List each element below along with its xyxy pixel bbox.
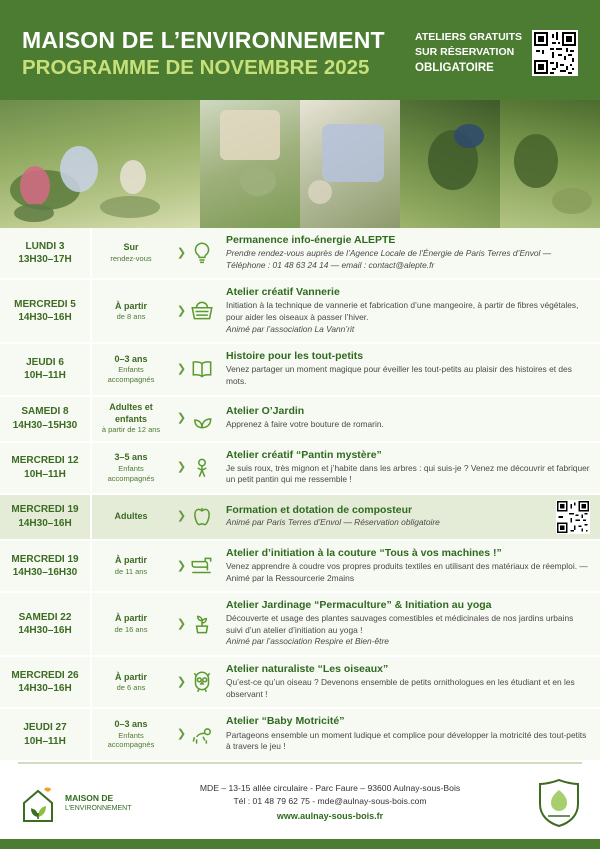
- row-time: 14H30–16H: [18, 312, 72, 324]
- row-audience-main: À partir: [114, 671, 147, 682]
- row-content: [222, 344, 600, 394]
- row-audience-sub: rendez-vous: [110, 254, 152, 264]
- row-audience: [92, 280, 170, 342]
- row-day: MERCREDI 19: [11, 504, 79, 516]
- page-subtitle: PROGRAMME DE NOVEMBRE 2025: [22, 55, 370, 79]
- row-day: MERCREDI 5: [14, 298, 76, 310]
- activity-note: Animé par l’association La Vann’rit: [226, 323, 355, 334]
- row-content: [222, 443, 600, 493]
- poster-header: [0, 0, 600, 100]
- row-audience-sub: de 6 ans: [116, 683, 146, 693]
- row-audience-main: Sur: [123, 242, 139, 253]
- activity-title: Atelier “Baby Motricité”: [226, 715, 345, 728]
- plant-leaf-icon: [189, 406, 215, 432]
- row-content: [222, 541, 600, 591]
- schedule-table: [0, 228, 600, 762]
- row-content: [222, 280, 600, 342]
- activity-title: Atelier Jardinage “Permaculture” & Initiation au yoga: [226, 599, 492, 612]
- basket-icon: [189, 298, 215, 324]
- table-row: [0, 593, 600, 657]
- table-row: [0, 228, 600, 280]
- header-titles: [22, 22, 385, 80]
- table-row: [0, 443, 600, 495]
- logo-line-1: MAISON DE: [65, 792, 114, 803]
- house-leaf-icon: [18, 781, 58, 825]
- photo-jardin-2: [500, 100, 600, 228]
- row-content: [222, 657, 600, 707]
- chevron-right-icon: ❯: [176, 559, 187, 572]
- row-audience: [92, 443, 170, 493]
- chevron-right-icon: ❯: [176, 510, 187, 523]
- apple-core-icon: [189, 504, 215, 530]
- photo-peinture: [200, 100, 300, 228]
- page-title: MAISON DE L’ENVIRONNEMENT: [22, 27, 385, 53]
- row-icon-cell: [170, 443, 222, 493]
- row-date: [0, 495, 92, 539]
- activity-description: Initiation à la technique de vannerie et fabrication d’une mangeoire, à partir de fibres végétales, pour aider les oiseaux à passer l’hiver.: [226, 300, 579, 323]
- table-row: [0, 280, 600, 344]
- chevron-right-icon: ❯: [176, 617, 187, 630]
- row-audience-main: Adultes: [114, 511, 148, 521]
- row-content: [222, 593, 600, 655]
- row-date: [0, 657, 92, 707]
- chevron-right-icon: ❯: [176, 412, 187, 425]
- row-icon-cell: [170, 228, 222, 278]
- footer-contact: [168, 782, 492, 824]
- activity-title: Atelier O’Jardin: [226, 405, 305, 418]
- city-crest-container: [492, 778, 582, 828]
- row-date: [0, 280, 92, 342]
- row-time: 14H30–16H: [18, 683, 72, 695]
- chevron-right-icon: ❯: [176, 728, 187, 741]
- activity-description: Prendre rendez-vous auprès de l’Agence Locale de l’Énergie de Paris Terres d’Envol — Téléphone : 01 48 63 24 14 — email : contact@alepte.fr: [226, 248, 552, 270]
- activity-description: Partageons ensemble un moment ludique et complice pour développer la motricité des tout-petits à travers le jeu !: [226, 729, 587, 752]
- row-day: MERCREDI 26: [11, 669, 79, 681]
- row-audience: [92, 344, 170, 394]
- photo-couture: [300, 100, 400, 228]
- row-day: SAMEDI 22: [18, 611, 72, 623]
- row-audience: [92, 657, 170, 707]
- activity-description: Venez partager un moment magique pour éveiller les tout-petits au plaisir des histoires et des mots.: [226, 364, 572, 386]
- photo-jardin-1: [400, 100, 500, 228]
- row-audience-sub: Enfants accompagnés: [107, 365, 155, 385]
- row-icon-cell: [170, 709, 222, 759]
- activity-description: Je suis roux, très mignon et j’habite dans les arbres : qui suis-je ? Venez me découvrir et fabriquer un petit pantin qui me ressemble !: [226, 462, 590, 485]
- row-audience-sub: de 8 ans: [116, 312, 146, 322]
- row-time: 14H30–16H: [18, 625, 72, 637]
- baby-crawling-icon: [189, 722, 215, 748]
- row-content: [222, 397, 600, 441]
- row-date: [0, 709, 92, 759]
- row-day: JEUDI 27: [23, 722, 67, 734]
- table-row: [0, 541, 600, 593]
- row-icon-cell: [170, 495, 222, 539]
- activity-description: Découverte et usage des plantes sauvages comestibles et médicinales de nos jardins urbains suivi d’un atelier d’initiation au yoga !: [226, 613, 574, 635]
- row-day: JEUDI 6: [26, 356, 64, 368]
- city-crest-icon: [536, 778, 582, 828]
- activity-title: Atelier créatif “Pantin mystère”: [226, 448, 382, 461]
- footer-phone-email: Tél : 01 48 79 62 75 - mde@aulnay-sous-bois.com: [233, 796, 427, 807]
- footer-website-link[interactable]: www.aulnay-sous-bois.fr: [276, 811, 384, 822]
- chevron-right-icon: ❯: [176, 304, 187, 317]
- row-audience: [92, 709, 170, 759]
- booking-line-2: SUR RÉSERVATION: [415, 46, 515, 59]
- row-day: MERCREDI 12: [11, 455, 79, 467]
- sewing-machine-icon: [189, 553, 215, 579]
- row-audience-main: Adultes et enfants: [109, 401, 153, 424]
- activity-description: Venez apprendre à coudre vos propres produits textiles en utilisant des matériaux de réemploi. — Animé par la Ressourcerie 2mains: [226, 560, 588, 583]
- potted-plant-icon: [189, 611, 215, 637]
- row-audience: [92, 397, 170, 441]
- row-audience-main: À partir: [114, 555, 147, 566]
- row-day: SAMEDI 8: [21, 406, 69, 418]
- chevron-right-icon: ❯: [176, 461, 187, 474]
- row-time: 10H–11H: [24, 735, 66, 747]
- row-icon-cell: [170, 541, 222, 591]
- row-date: [0, 397, 92, 441]
- row-audience-sub: de 16 ans: [114, 625, 148, 635]
- booking-line-3: OBLIGATOIRE: [415, 62, 494, 75]
- row-audience-sub: Enfants accompagnés: [107, 463, 155, 483]
- row-date: [0, 541, 92, 591]
- activity-description: Apprenez à faire votre bouture de romarin.: [226, 419, 384, 430]
- row-date: [0, 443, 92, 493]
- row-icon-cell: [170, 397, 222, 441]
- row-icon-cell: [170, 280, 222, 342]
- row-icon-cell: [170, 344, 222, 394]
- poster-footer: [0, 764, 600, 840]
- activity-title: Atelier créatif Vannerie: [226, 286, 340, 299]
- table-row: [0, 397, 600, 443]
- lightbulb-icon: [189, 240, 215, 266]
- row-time: 13H30–17H: [18, 254, 72, 266]
- activity-note: Animé par l’association Respire et Bien-être: [226, 636, 389, 647]
- row-icon-cell: [170, 657, 222, 707]
- footer-accent-bar: [0, 839, 600, 849]
- row-icon-cell: [170, 593, 222, 655]
- row-time: 10H–11H: [24, 370, 66, 382]
- row-content: [222, 228, 600, 278]
- chevron-right-icon: ❯: [176, 362, 187, 375]
- table-row: [0, 495, 600, 541]
- chevron-right-icon: ❯: [176, 675, 187, 688]
- activity-title: Formation et dotation de composteur: [226, 503, 413, 516]
- booking-line-1: ATELIERS GRATUITS: [415, 31, 522, 43]
- row-day: MERCREDI 19: [11, 553, 79, 565]
- row-day: LUNDI 3: [25, 240, 65, 252]
- activity-title: Permanence info-énergie ALEPTE: [226, 234, 396, 246]
- photo-atelier-exterieur: [0, 100, 200, 228]
- row-audience-main: 3–5 ans: [114, 452, 148, 463]
- logo-line-2: L’ENVIRONNEMENT: [65, 804, 132, 812]
- row-date: [0, 228, 92, 278]
- chevron-right-icon: ❯: [176, 246, 187, 259]
- activity-note: Animé par Paris Terres d’Envol — Réservation obligatoire: [226, 517, 440, 528]
- row-time: 14H30–15H30: [12, 419, 78, 431]
- row-audience: [92, 593, 170, 655]
- row-audience-sub: de 11 ans: [114, 566, 148, 576]
- row-audience: [92, 541, 170, 591]
- row-date: [0, 593, 92, 655]
- row-date: [0, 344, 92, 394]
- row-audience-main: 0–3 ans: [114, 718, 148, 729]
- activity-title: Atelier naturaliste “Les oiseaux”: [226, 663, 389, 676]
- header-booking-block: [415, 22, 578, 77]
- table-row: [0, 657, 600, 709]
- footer-address: MDE – 13-15 allée circulaire - Parc Faure – 93600 Aulnay-sous-Bois: [199, 782, 461, 793]
- booking-notice: [415, 30, 522, 77]
- logo-text: [65, 793, 132, 813]
- row-audience-sub: à partir de 12 ans: [101, 425, 161, 435]
- row-content: [222, 709, 600, 759]
- row-time: 14H30–16H: [18, 517, 72, 529]
- owl-icon: [189, 669, 215, 695]
- row-audience-main: 0–3 ans: [114, 353, 148, 364]
- open-book-icon: [189, 356, 215, 382]
- row-time: 14H30–16H30: [12, 567, 78, 578]
- row-content: [222, 495, 600, 539]
- activity-title: Histoire pour les tout-petits: [226, 350, 364, 363]
- qr-code-icon[interactable]: [556, 500, 590, 534]
- table-row: [0, 709, 600, 761]
- row-audience: [92, 495, 170, 539]
- photo-strip: [0, 100, 600, 228]
- maison-environnement-logo: [18, 781, 168, 825]
- activity-description: Qu’est-ce qu’un oiseau ? Devenons ensemble de petits ornithologues en les étudiant et en les observant !: [226, 677, 575, 699]
- row-time: 10H–11H: [24, 468, 66, 480]
- activity-title: Atelier d’initiation à la couture “Tous à vos machines !”: [226, 546, 502, 559]
- puppet-icon: [189, 455, 215, 481]
- qr-code-icon[interactable]: [532, 30, 578, 76]
- row-audience-main: À partir: [114, 300, 147, 311]
- row-audience-sub: Enfants accompagnés: [107, 730, 155, 750]
- row-audience: [92, 228, 170, 278]
- row-audience-main: À partir: [114, 613, 147, 624]
- table-row: [0, 344, 600, 396]
